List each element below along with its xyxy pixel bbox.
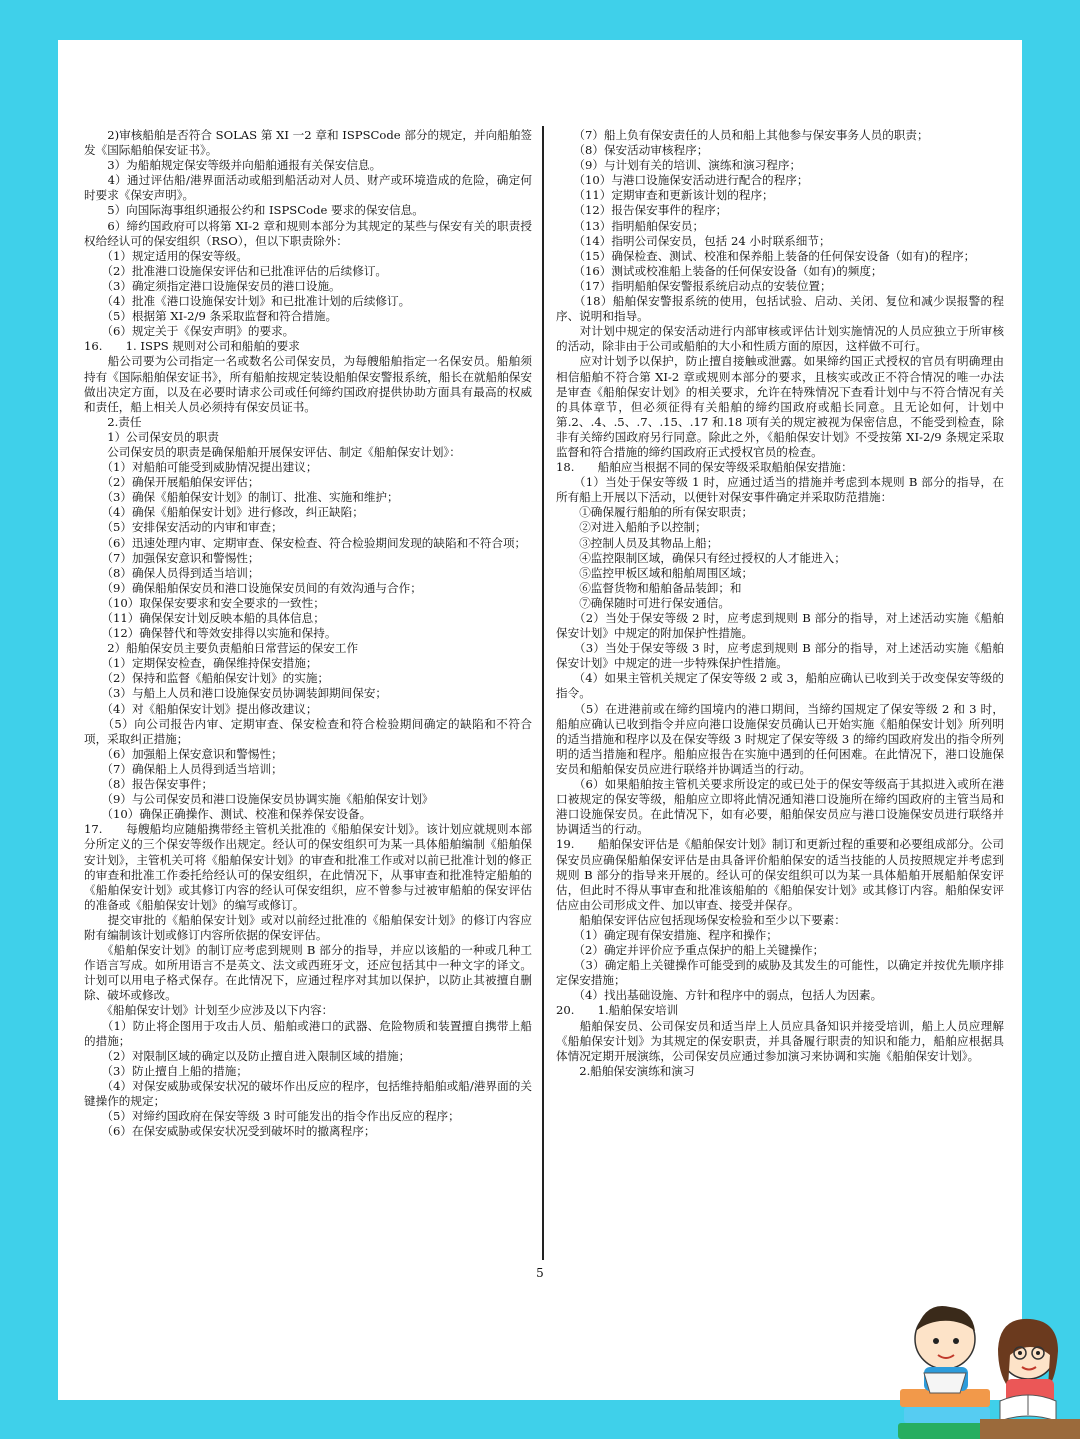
left-column: [84, 128, 532, 1139]
paragraph: （17）指明船舶保安警报系统启动点的安装位置；: [556, 278, 832, 293]
paragraph: （12）确保替代和等效安排得以实施和保持。: [84, 626, 337, 641]
paragraph: （4）如果主管机关规定了保安等级 2 或 3，船舶应确认已收到关于改变保安等级的指令。: [556, 671, 1004, 701]
paragraph: （12）报告保安事件的程序；: [556, 203, 728, 218]
paragraph: 6）缔约国政府可以将第 XI-2 章和规则本部分为其规定的某些与保安有关的职责授权给经认可的保安组织（RSO），但以下职责除外：: [84, 218, 532, 248]
paragraph: ⑤监控甲板区域和船舶周围区域；: [556, 565, 754, 580]
paragraph: ⑦确保随时可进行保安通信。: [556, 595, 730, 610]
paragraph: 2.船舶保安演练和演习: [556, 1063, 695, 1078]
paragraph: 对计划中规定的保安活动进行内部审核或评估计划实施情况的人员应独立于所审核的活动，除非由于公司或船舶的大小和性质方面的原因，这样做不可行。: [556, 324, 1004, 354]
paragraph: ②对进入船舶予以控制；: [556, 520, 707, 535]
paragraph: （8）报告保安事件；: [84, 777, 214, 792]
paragraph: （5）在进港前或在缔约国境内的港口期间，当缔约国规定了保安等级 2 和 3 时，船舶应确认已收到指令并应向港口设施保安员确认已开始实施《船舶保安计划》所列明的适当措施和程序以及在保安等级 3 时规定了保安等级 3 的缔约国政府发出的指令所列明的适当措施和程序。船舶应报告在实施中遇到的任何困难。在此情况下，港口设施保安员和船舶保安员应进行联络并协调适当的行动。: [556, 701, 1004, 776]
paragraph: （5）对缔约国政府在保安等级 3 时可能发出的指令作出反应的程序；: [84, 1109, 460, 1124]
paragraph: ⑥监督货物和船舶备品装卸；和: [556, 580, 742, 595]
paragraph: （1）当处于保安等级 1 时，应通过适当的措施并考虑到本规则 B 部分的指导，在所有船上开展以下活动，以便针对保安事件确定并采取防范措施：: [556, 475, 1004, 505]
paragraph: 17. 每艘船均应随船携带经主管机关批准的《船舶保安计划》。该计划应就规则本部分所定义的三个保安等级作出规定。经认可的保安组织可为某一具体船舶编制《船舶保安计划》，主管机关可将《船舶保安计划》的审查和批准工作或对以前已批准计划的修正的审查和批准工作委托给经认可的保安组织，在此情况下，从事审查和批准特定船舶的《船舶保安计划》或其修订内容的经认可保安组织，应不曾参与过被审船舶的保安评估的准备或《船舶保安计划》的编写或修订。: [84, 822, 532, 912]
paragraph: 4）通过评估船/港界面活动或船到船活动对人员、财产或环境造成的危险，确定何时要求《保安声明》。: [84, 173, 532, 203]
paragraph: （10）取保保安要求和安全要求的一致性；: [84, 595, 325, 610]
paragraph: 船舶保安员、公司保安员和适当岸上人员应具备知识并接受培训，船上人员应理解《船舶保安计划》为其规定的保安职责，并具备履行职责的知识和能力，船舶应根据具体情况定期开展演练，公司保安员应通过参加演习来协调和实施《船舶保安计划》。: [556, 1018, 1004, 1063]
paragraph: （1）确定现有保安措施、程序和操作；: [556, 927, 778, 942]
paragraph: （3）确定船上关键操作可能受到的威胁及其发生的可能性，以确定并按优先顺序排定保安措施；: [556, 958, 1004, 988]
paragraph: 船公司要为公司指定一名或数名公司保安员，为每艘船舶指定一名保安员。船舶须持有《国际船舶保安证书》，所有船舶按规定装设船舶保安警报系统，船长在就船舶保安做出决定方面，以及在必要时请求公司或任何缔约国政府提供协助方面具有最高的权威和责任，船上相关人员必须持有保安员证书。: [84, 354, 532, 414]
paragraph: ①确保履行船舶的所有保安职责；: [556, 505, 754, 520]
paragraph: （3）确保《船舶保安计划》的制订、批准、实施和维护；: [84, 490, 399, 505]
paragraph: 2）船舶保安员主要负责船舶日常营运的保安工作: [84, 641, 359, 656]
paragraph: （18）船舶保安警报系统的使用，包括试验、启动、关闭、复位和减少误报警的程序、说明和指导。: [556, 294, 1004, 324]
paragraph: （5）根据第 XI-2/9 条采取监督和符合措施。: [84, 309, 338, 324]
paragraph: 应对计划予以保护，防止擅自接触或泄露。如果缔约国正式授权的官员有明确理由相信船舶不符合第 XI-2 章或规则本部分的要求，且核实或改正不符合情况的唯一办法是审查《船舶保安计划》的相关要求，允许在特殊情况下查看计划中与不符合情况有关的具体章节，但必须征得有关船舶的缔约国政府或船长同意。且无论如何，计划中第.2、.4、.5、.7、.15、.17 和.18 项有关的规定被视为保密信息，不能受到检查，除非有关缔约国政府另行同意。除此之外，《船舶保安计划》不受按第 XI-2/9 条规定采取监督和符合措施的缔约国政府正式授权官员的检查。: [556, 354, 1004, 459]
paragraph: （7）确保船上人员得到适当培训；: [84, 761, 283, 776]
paragraph: 船舶保安评估应包括现场保安检验和至少以下要素：: [556, 912, 846, 927]
paragraph: （3）当处于保安等级 3 时，应考虑到规则 B 部分的指导，对上述活动实施《船舶保安计划》中规定的进一步特殊保护性措施。: [556, 641, 1004, 671]
paragraph: （11）确保保安计划反映本船的具体信息；: [84, 611, 325, 625]
section-heading: 16. 1. ISPS 规则对公司和船舶的要求: [84, 339, 300, 354]
paragraph: （5）安排保安活动的内审和审查；: [84, 520, 283, 535]
paragraph: （6）在保安威胁或保安状况受到破坏时的撤离程序；: [84, 1124, 376, 1139]
paragraph: ③控制人员及其物品上船；: [556, 535, 719, 550]
paragraph: （1）规定适用的保安等级。: [84, 248, 248, 263]
paragraph: 2)审核船舶是否符合 SOLAS 第 XI 一2 章和 ISPSCode 部分的规定，并向船舶签发《国际船舶保安证书》。: [84, 128, 532, 158]
paragraph: （8）确保人员得到适当培训；: [84, 565, 260, 580]
paragraph: （8）保安活动审核程序；: [556, 143, 709, 158]
right-column: [556, 128, 1004, 1079]
paragraph: （4）对保安威胁或保安状况的破坏作出反应的程序，包括维持船舶或船/港界面的关键操作的规定；: [84, 1078, 532, 1108]
paragraph: （9）确保船舶保安员和港口设施保安员间的有效沟通与合作；: [84, 580, 422, 595]
paragraph: （3）与船上人员和港口设施保安员协调装卸期间保安；: [84, 686, 388, 701]
paragraph: （6）如果船舶按主管机关要求所设定的或已处于的保安等级高于其拟进入或所在港口被规定的保安等级，船舶应立即将此情况通知港口设施所在缔约国政府的主管当局和港口设施保安员。在此情况下，如有必要，船舶保安员应与港口设施保安员进行联络并协调适当的行动。: [556, 777, 1004, 837]
paragraph: （5）向公司报告内审、定期审查、保安检查和符合检验期间确定的缺陷和不符合项，采取纠正措施；: [84, 716, 532, 746]
paragraph: （10）与港口设施保安活动进行配合的程序；: [556, 173, 809, 188]
document-page: [58, 40, 1022, 1400]
paragraph: （3）确定须指定港口设施保安员的港口设施。: [84, 278, 341, 293]
paragraph: （4）对《船舶保安计划》提出修改建议；: [84, 701, 318, 716]
paragraph: （6）迅速处理内审、定期审查、保安检查、符合检验期间发现的缺陷和不符合项；: [84, 535, 527, 550]
paragraph: （9）与公司保安员和港口设施保安员协调实施《船舶保安计划》: [84, 792, 434, 807]
page-number: 5: [536, 1266, 544, 1280]
section-heading: 18. 船舶应当根据不同的保安等级采取船舶保安措施：: [556, 460, 853, 475]
paragraph: （10）确保正确操作、测试、校准和保养保安设备。: [84, 807, 372, 822]
reading-kids-illustration: [880, 1269, 1080, 1439]
paragraph: 《船舶保安计划》计划至少应涉及以下内容：: [84, 1003, 334, 1018]
paragraph: 2.责任: [84, 414, 142, 429]
paragraph: （7）船上负有保安责任的人员和船上其他参与保安事务人员的职责；: [556, 128, 929, 142]
paragraph: （2）保持和监督《船舶保安计划》的实施；: [84, 671, 330, 686]
paragraph: 提交审批的《船舶保安计划》或对以前经过批准的《船舶保安计划》的修订内容应附有编制该计划或修订内容所依据的保安评估。: [84, 912, 532, 942]
paragraph: 公司保安员的职责是确保船舶开展保安评估、制定《船舶保安计划》：: [84, 444, 461, 459]
paragraph: （1）防止将企图用于攻击人员、船舶或港口的武器、危险物质和装置擅自携带上船的措施；: [84, 1018, 532, 1048]
paragraph: （6）加强船上保安意识和警惕性；: [84, 746, 283, 761]
paragraph: （16）测试或校准船上装备的任何保安设备（如有)的频度；: [556, 263, 883, 278]
paragraph: （13）指明船舶保安员；: [556, 218, 705, 233]
paragraph: （1）对船舶可能受到威胁情况提出建议；: [84, 460, 318, 475]
paragraph: （2）当处于保安等级 2 时，应考虑到规则 B 部分的指导，对上述活动实施《船舶保安计划》中规定的附加保护性措施。: [556, 611, 1004, 641]
paragraph: 5）向国际海事组织通报公约和 ISPSCode 要求的保安信息。: [84, 203, 424, 218]
paragraph: 3）为船舶规定保安等级并向船舶通报有关保安信息。: [84, 158, 382, 173]
paragraph: （2）批准港口设施保安评估和已批准评估的后续修订。: [84, 263, 388, 278]
paragraph: （11）定期审查和更新该计划的程序；: [556, 188, 774, 203]
paragraph: （3）防止擅自上船的措施；: [84, 1063, 248, 1078]
paragraph: （4）找出基础设施、方针和程序中的弱点，包括人为因素。: [556, 988, 883, 1003]
paragraph: （4）批准《港口设施保安计划》和已批准计划的后续修订。: [84, 294, 411, 309]
section-heading: 19. 船舶保安评估是《船舶保安计划》制订和更新过程的重要和必要组成部分。公司保安员应确保船舶保安评估是由具备评价船舶保安的适当技能的人员按照规定并考虑到规则 B 部分的指导来开展的。经认可的保安组织可以为某一具体船舶开展船舶保安评估，但此时不得从事审查和批准该船舶的《船舶保安计划》或其修订内容。船舶保安评估应由公司形成文件、加以审查、接受并保存。: [556, 837, 1004, 912]
column-divider: [542, 126, 544, 1260]
paragraph: （14）指明公司保安员，包括 24 小时联系细节；: [556, 233, 831, 248]
paragraph: （9）与计划有关的培训、演练和演习程序；: [556, 158, 802, 173]
paragraph: （6）规定关于《保安声明》的要求。: [84, 324, 295, 339]
paragraph: 1）公司保安员的职责: [84, 429, 219, 444]
section-heading: 20. 1.船舶保安培训: [556, 1003, 679, 1018]
paragraph: （15）确保检查、测试、校准和保养船上装备的任何保安设备（如有)的程序；: [556, 248, 976, 263]
paragraph: （2）确保开展船舶保安评估；: [84, 475, 260, 490]
paragraph: （2）确定并评价应予重点保护的船上关键操作；: [556, 943, 825, 958]
paragraph: （4）确保《船舶保安计划》进行修改，纠正缺陷；: [84, 505, 364, 520]
paragraph: （7）加强保安意识和警惕性；: [84, 550, 260, 565]
paragraph: ④监控限制区域，确保只有经过授权的人才能进入；: [556, 550, 846, 565]
paragraph: （1）定期保安检查，确保维持保安措施；: [84, 656, 318, 671]
paragraph: 《船舶保安计划》的制订应考虑到规则 B 部分的指导，并应以该船的一种或几种工作语言写成。如所用语言不是英文、法文或西班牙文，还应包括其中一种文字的译文。计划可以用电子格式保存。在此情况下，应通过程序对其加以保护，以防止其被擅自删除、破坏或修改。: [84, 943, 532, 1003]
paragraph: （2）对限制区域的确定以及防止擅自进入限制区域的措施；: [84, 1048, 411, 1063]
